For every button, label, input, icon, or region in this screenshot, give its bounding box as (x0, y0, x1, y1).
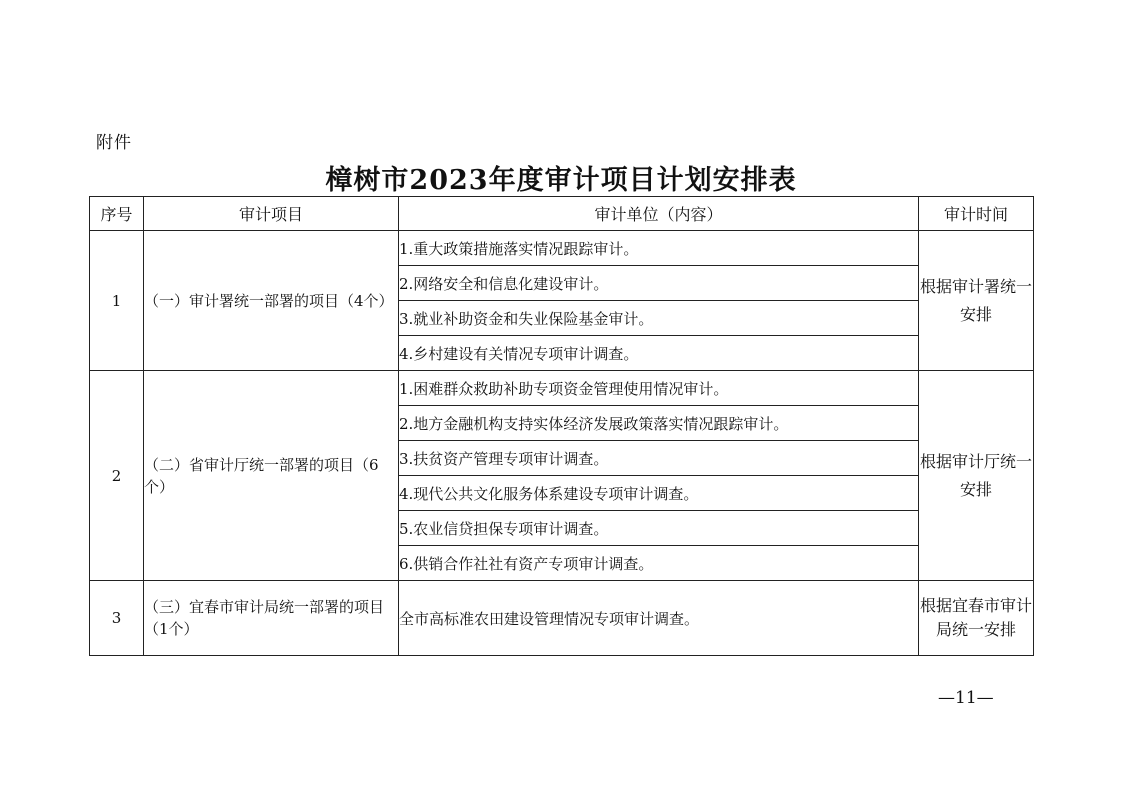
audit-unit: 全市高标准农田建设管理情况专项审计调查。 (399, 581, 919, 656)
table-row (90, 371, 1034, 406)
audit-time: 根据审计厅统一安排 (919, 371, 1034, 581)
audit-time: 根据宜春市审计局统一安排 (919, 581, 1034, 656)
audit-time: 根据审计署统一安排 (919, 231, 1034, 371)
header-seq: 序号 (90, 197, 144, 231)
header-item: 审计项目 (144, 197, 399, 231)
audit-unit: 4.乡村建设有关情况专项审计调查。 (399, 336, 919, 371)
audit-unit: 4.现代公共文化服务体系建设专项审计调查。 (399, 476, 919, 511)
attachment-label: 附件 (96, 133, 132, 153)
audit-unit: 3.扶贫资产管理专项审计调查。 (399, 441, 919, 476)
audit-unit: 3.就业补助资金和失业保险基金审计。 (399, 301, 919, 336)
audit-plan-table (89, 196, 1034, 656)
audit-unit: 1.重大政策措施落实情况跟踪审计。 (399, 231, 919, 266)
page-number: —11— (938, 688, 994, 708)
row-number: 2 (90, 371, 144, 581)
audit-unit: 5.农业信贷担保专项审计调查。 (399, 511, 919, 546)
header-time: 审计时间 (919, 197, 1034, 231)
document-title: 樟树市2023年度审计项目计划安排表 (325, 165, 797, 196)
audit-unit: 2.网络安全和信息化建设审计。 (399, 266, 919, 301)
audit-unit: 1.困难群众救助补助专项资金管理使用情况审计。 (399, 371, 919, 406)
row-number: 1 (90, 231, 144, 371)
audit-unit: 6.供销合作社社有资产专项审计调查。 (399, 546, 919, 581)
audit-unit: 2.地方金融机构支持实体经济发展政策落实情况跟踪审计。 (399, 406, 919, 441)
header-row (90, 197, 1034, 231)
audit-item: （一）审计署统一部署的项目（4个） (144, 231, 399, 371)
table-row (90, 231, 1034, 266)
row-number: 3 (90, 581, 144, 656)
audit-item: （三）宜春市审计局统一部署的项目（1个） (144, 581, 399, 656)
audit-item: （二）省审计厅统一部署的项目（6个） (144, 371, 399, 581)
table-row (90, 581, 1034, 656)
header-unit: 审计单位（内容） (399, 197, 919, 231)
